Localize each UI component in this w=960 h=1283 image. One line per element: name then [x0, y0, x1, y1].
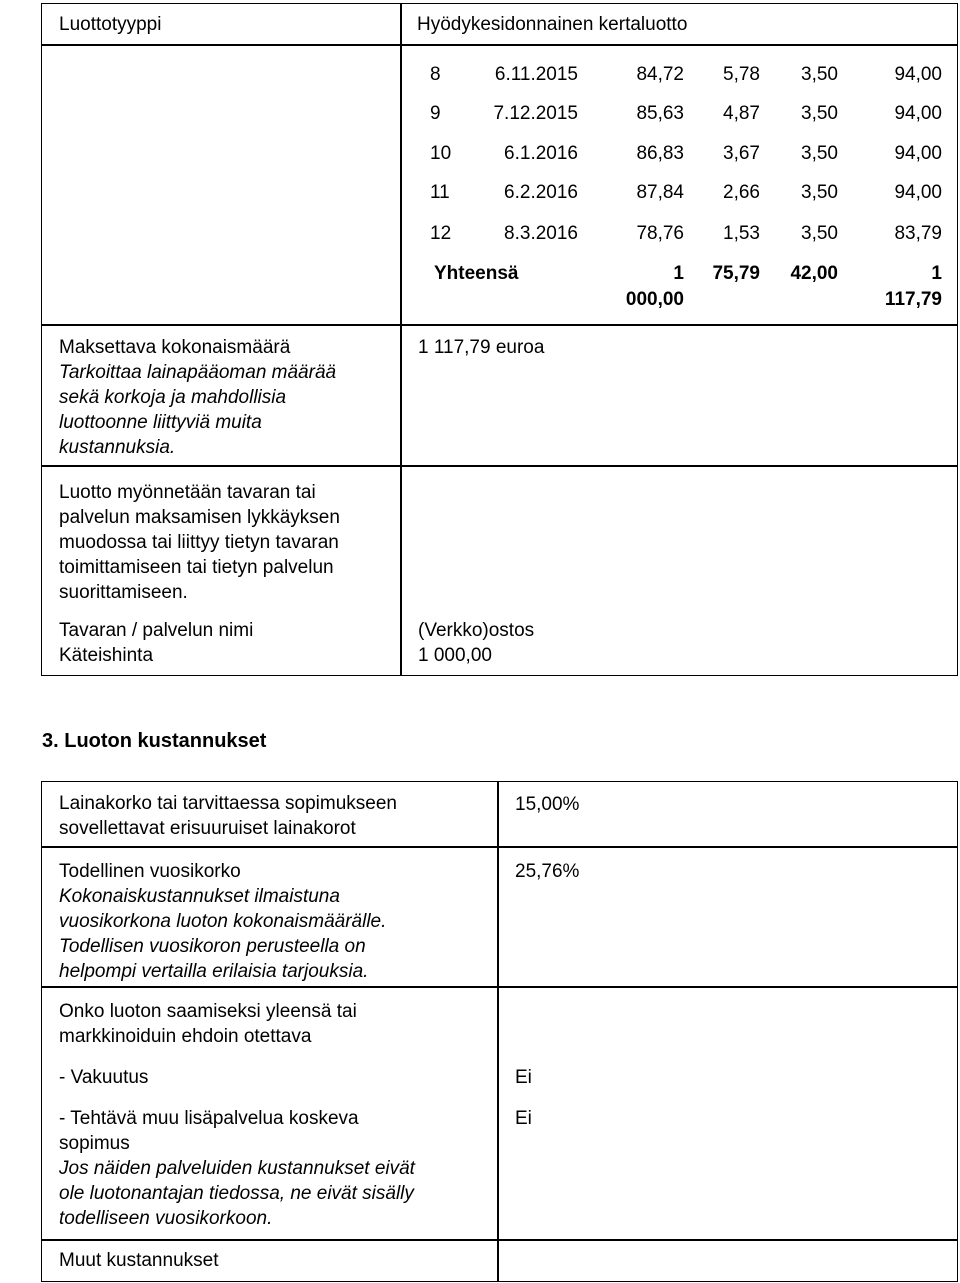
installment-fee: 3,50: [801, 223, 838, 244]
interest-rate-label: sovellettavat erisuuruiset lainakorot: [59, 818, 356, 839]
apr-desc: Kokonaiskustannukset ilmaistuna: [59, 886, 340, 907]
table2-row-divider: [41, 1239, 958, 1241]
table2-column-divider: [497, 781, 499, 1282]
service-label: - Tehtävä muu lisäpalvelua koskeva: [59, 1108, 359, 1129]
amount-payable-desc: luottoonne liittyviä muita: [59, 412, 262, 433]
installment-number: 12: [430, 223, 452, 244]
deferred-desc: suorittamiseen.: [59, 582, 188, 603]
apr-desc: Todellisen vuosikoron perusteella on: [59, 936, 366, 957]
installment-interest: 3,67: [723, 143, 760, 164]
installment-total: 94,00: [894, 64, 942, 85]
deferred-desc: palvelun maksamisen lykkäyksen: [59, 507, 340, 528]
other-costs-label: Muut kustannukset: [59, 1250, 219, 1271]
apr-desc: helpompi vertailla erilaisia tarjouksia.: [59, 961, 369, 982]
product-name-label: Tavaran / palvelun nimi: [59, 620, 254, 641]
installment-fee: 3,50: [801, 103, 838, 124]
installment-date: 6.11.2015: [494, 64, 578, 85]
table1-row-divider: [41, 465, 958, 467]
deferred-desc: Luotto myönnetään tavaran tai: [59, 482, 316, 503]
installment-total: 94,00: [894, 182, 942, 203]
installment-interest: 2,66: [723, 182, 760, 203]
totals-fee: 42,00: [790, 263, 838, 284]
amount-payable-desc: kustannuksia.: [59, 437, 176, 458]
installment-principal: 85,63: [636, 103, 684, 124]
table1-column-divider: [400, 3, 402, 676]
mandatory-question: markkinoiduin ehdoin otettava: [59, 1026, 312, 1047]
totals-total-line2: 117,79: [884, 289, 942, 310]
installment-principal: 84,72: [636, 64, 684, 85]
installment-interest: 4,87: [723, 103, 760, 124]
table2-row-divider: [41, 986, 958, 988]
interest-rate-label: Lainakorko tai tarvittaessa sopimukseen: [59, 793, 397, 814]
table2-row-divider: [41, 846, 958, 848]
mandatory-question: Onko luoton saamiseksi yleensä tai: [59, 1001, 357, 1022]
interest-rate-value: 15,00%: [515, 794, 580, 815]
loan-type-label: Luottotyyppi: [59, 14, 162, 35]
installment-total: 94,00: [894, 103, 942, 124]
service-label: sopimus: [59, 1133, 130, 1154]
table1-row-divider: [41, 324, 958, 326]
service-value: Ei: [515, 1108, 532, 1129]
installment-total: 83,79: [894, 223, 942, 244]
apr-title: Todellinen vuosikorko: [59, 861, 241, 882]
totals-principal-line1: 1: [673, 263, 684, 284]
apr-value: 25,76%: [515, 861, 580, 882]
installment-number: 8: [430, 64, 441, 85]
installment-total: 94,00: [894, 143, 942, 164]
amount-payable-desc: Tarkoittaa lainapääoman määrää: [59, 362, 337, 383]
installment-interest: 5,78: [723, 64, 760, 85]
installment-date: 7.12.2015: [493, 103, 578, 124]
totals-interest: 75,79: [712, 263, 760, 284]
amount-payable-value: 1 117,79 euroa: [418, 337, 545, 358]
installment-principal: 86,83: [636, 143, 684, 164]
amount-payable-desc: sekä korkoja ja mahdollisia: [59, 387, 287, 408]
installment-number: 11: [430, 182, 450, 203]
services-note: Jos näiden palveluiden kustannukset eivät: [59, 1158, 415, 1179]
installment-number: 9: [430, 103, 441, 124]
insurance-label: - Vakuutus: [59, 1067, 149, 1088]
installment-fee: 3,50: [801, 64, 838, 85]
apr-desc: vuosikorkona luoton kokonaismäärälle.: [59, 911, 387, 932]
section-heading: 3. Luoton kustannukset: [42, 730, 267, 752]
cash-price-value: 1 000,00: [418, 645, 492, 666]
totals-label: Yhteensä: [434, 263, 519, 284]
services-note: todelliseen vuosikorkoon.: [59, 1208, 273, 1229]
cash-price-label: Käteishinta: [59, 645, 154, 666]
services-note: ole luotonantajan tiedossa, ne eivät sisälly: [59, 1183, 414, 1204]
installment-fee: 3,50: [801, 143, 838, 164]
installment-principal: 87,84: [636, 182, 684, 203]
installment-date: 8.3.2016: [504, 223, 578, 244]
installment-interest: 1,53: [723, 223, 760, 244]
installment-fee: 3,50: [801, 182, 838, 203]
installment-principal: 78,76: [636, 223, 684, 244]
installment-number: 10: [430, 143, 452, 164]
installment-date: 6.1.2016: [504, 143, 578, 164]
totals-principal-line2: 000,00: [625, 289, 684, 310]
installment-date: 6.2.2016: [504, 182, 578, 203]
totals-total-line1: 1: [931, 263, 942, 284]
deferred-desc: muodossa tai liittyy tietyn tavaran: [59, 532, 339, 553]
product-name-value: (Verkko)ostos: [418, 620, 535, 641]
table1-row-divider: [41, 44, 958, 46]
deferred-desc: toimittamiseen tai tietyn palvelun: [59, 557, 334, 578]
loan-type-value: Hyödykesidonnainen kertaluotto: [417, 14, 688, 35]
amount-payable-title: Maksettava kokonaismäärä: [59, 337, 291, 358]
insurance-value: Ei: [515, 1067, 532, 1088]
